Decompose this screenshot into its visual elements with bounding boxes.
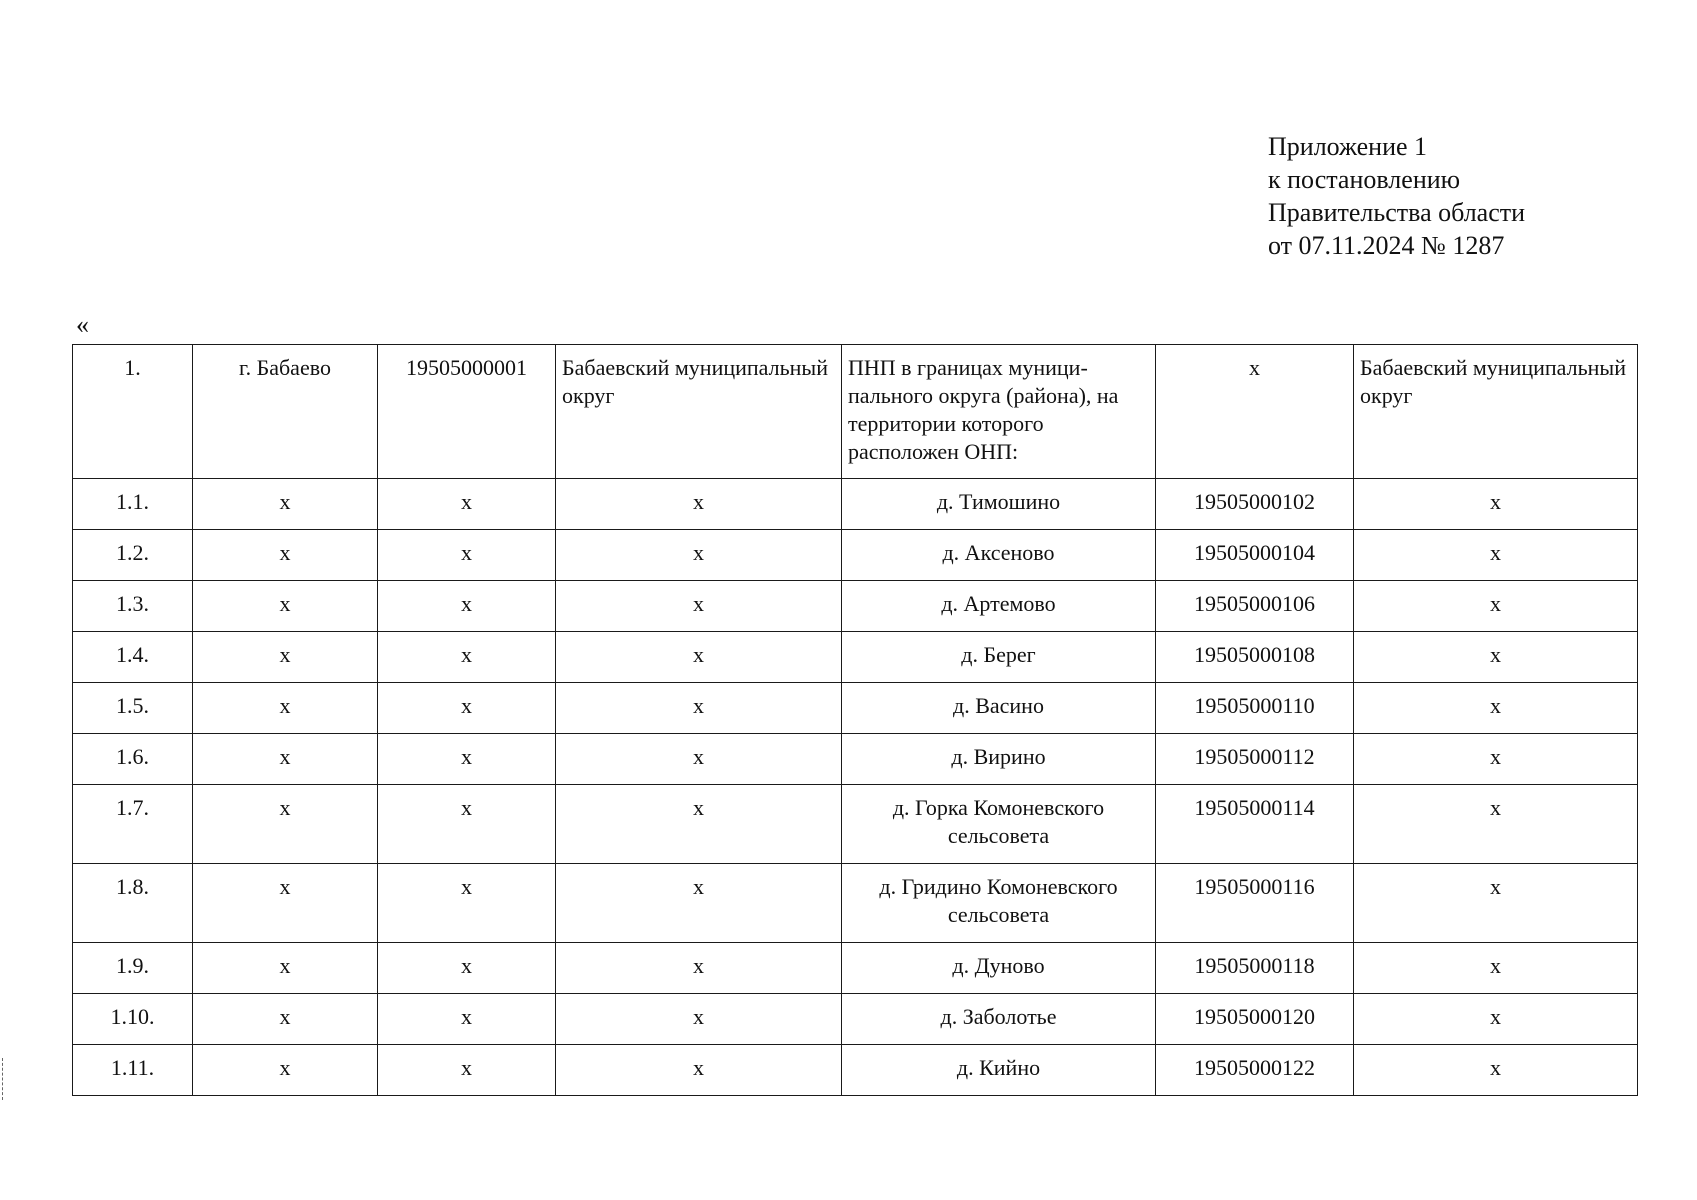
table-row [73,479,1638,530]
row-col-7: х [1354,683,1638,734]
row-number: 1.11. [73,1045,193,1096]
row-col-2: х [193,785,378,864]
row-settlement-name: д. Аксеново [842,530,1156,581]
row-code: 19505000122 [1156,1045,1354,1096]
main-row-district-2: Бабаевский муниципальный округ [1354,345,1638,479]
row-col-4: х [556,734,842,785]
row-number: 1.4. [73,632,193,683]
row-col-3: х [378,530,556,581]
table-row [73,632,1638,683]
appendix-line-1: Приложение 1 [1268,132,1428,161]
row-col-7: х [1354,1045,1638,1096]
row-col-3: х [378,864,556,943]
row-col-7: х [1354,943,1638,994]
row-number: 1.5. [73,683,193,734]
row-col-3: х [378,785,556,864]
row-code: 19505000106 [1156,581,1354,632]
main-row-number: 1. [73,345,193,479]
row-col-4: х [556,943,842,994]
row-col-7: х [1354,632,1638,683]
row-col-2: х [193,1045,378,1096]
row-col-4: х [556,581,842,632]
row-col-2: х [193,994,378,1045]
table-row [73,1045,1638,1096]
row-col-7: х [1354,581,1638,632]
row-col-3: х [378,683,556,734]
row-col-3: х [378,581,556,632]
main-row-x: х [1156,345,1354,479]
row-col-7: х [1354,530,1638,581]
table-row [73,734,1638,785]
row-code: 19505000118 [1156,943,1354,994]
row-col-4: х [556,683,842,734]
row-col-3: х [378,994,556,1045]
row-col-7: х [1354,785,1638,864]
main-row-code: 19505000001 [378,345,556,479]
row-col-7: х [1354,864,1638,943]
row-settlement-name: д. Гридино Комоневского сельсовета [842,864,1156,943]
table-row [73,943,1638,994]
row-settlement-name: д. Берег [842,632,1156,683]
appendix-line-2: к постановлению [1268,165,1461,194]
row-settlement-name: д. Артемово [842,581,1156,632]
margin-mark [2,1058,9,1100]
row-number: 1.1. [73,479,193,530]
row-settlement-name: д. Заболотье [842,994,1156,1045]
table-row [73,581,1638,632]
row-col-3: х [378,632,556,683]
row-code: 19505000108 [1156,632,1354,683]
row-col-4: х [556,632,842,683]
row-settlement-name: д. Горка Комоневского сельсовета [842,785,1156,864]
row-col-7: х [1354,994,1638,1045]
row-number: 1.2. [73,530,193,581]
row-code: 19505000102 [1156,479,1354,530]
row-col-2: х [193,581,378,632]
row-number: 1.6. [73,734,193,785]
row-col-4: х [556,530,842,581]
row-col-2: х [193,943,378,994]
row-number: 1.7. [73,785,193,864]
table-row [73,530,1638,581]
row-col-2: х [193,530,378,581]
opening-quote-mark: « [76,310,89,339]
row-col-3: х [378,943,556,994]
table-row [73,994,1638,1045]
row-col-7: х [1354,479,1638,530]
row-col-3: х [378,479,556,530]
table-row [73,683,1638,734]
row-col-2: х [193,734,378,785]
row-code: 19505000104 [1156,530,1354,581]
row-settlement-name: д. Дуново [842,943,1156,994]
row-number: 1.8. [73,864,193,943]
row-col-2: х [193,683,378,734]
main-row-pnp-description: ПНП в границах муници-пального округа (района), на территории которого расположен ОНП: [842,345,1156,479]
row-col-4: х [556,994,842,1045]
row-number: 1.10. [73,994,193,1045]
row-col-4: х [556,1045,842,1096]
row-settlement-name: д. Вирино [842,734,1156,785]
row-col-3: х [378,1045,556,1096]
row-code: 19505000112 [1156,734,1354,785]
appendix-line-4: от 07.11.2024 № 1287 [1268,231,1505,260]
row-code: 19505000120 [1156,994,1354,1045]
row-col-2: х [193,632,378,683]
row-col-7: х [1354,734,1638,785]
table-row-main [73,345,1638,479]
row-code: 19505000114 [1156,785,1354,864]
appendix-note [1268,130,1525,262]
row-col-2: х [193,864,378,943]
row-number: 1.9. [73,943,193,994]
row-col-2: х [193,479,378,530]
row-code: 19505000110 [1156,683,1354,734]
row-col-4: х [556,864,842,943]
settlements-table [72,344,1638,1096]
table-row [73,785,1638,864]
row-col-4: х [556,785,842,864]
appendix-line-3: Правительства области [1268,198,1526,227]
row-settlement-name: д. Васино [842,683,1156,734]
main-row-district: Бабаевский муниципальный округ [556,345,842,479]
row-settlement-name: д. Кийно [842,1045,1156,1096]
row-settlement-name: д. Тимошино [842,479,1156,530]
table-body [73,345,1638,1096]
table-row [73,864,1638,943]
row-col-3: х [378,734,556,785]
row-code: 19505000116 [1156,864,1354,943]
main-row-settlement: г. Бабаево [193,345,378,479]
row-number: 1.3. [73,581,193,632]
row-col-4: х [556,479,842,530]
